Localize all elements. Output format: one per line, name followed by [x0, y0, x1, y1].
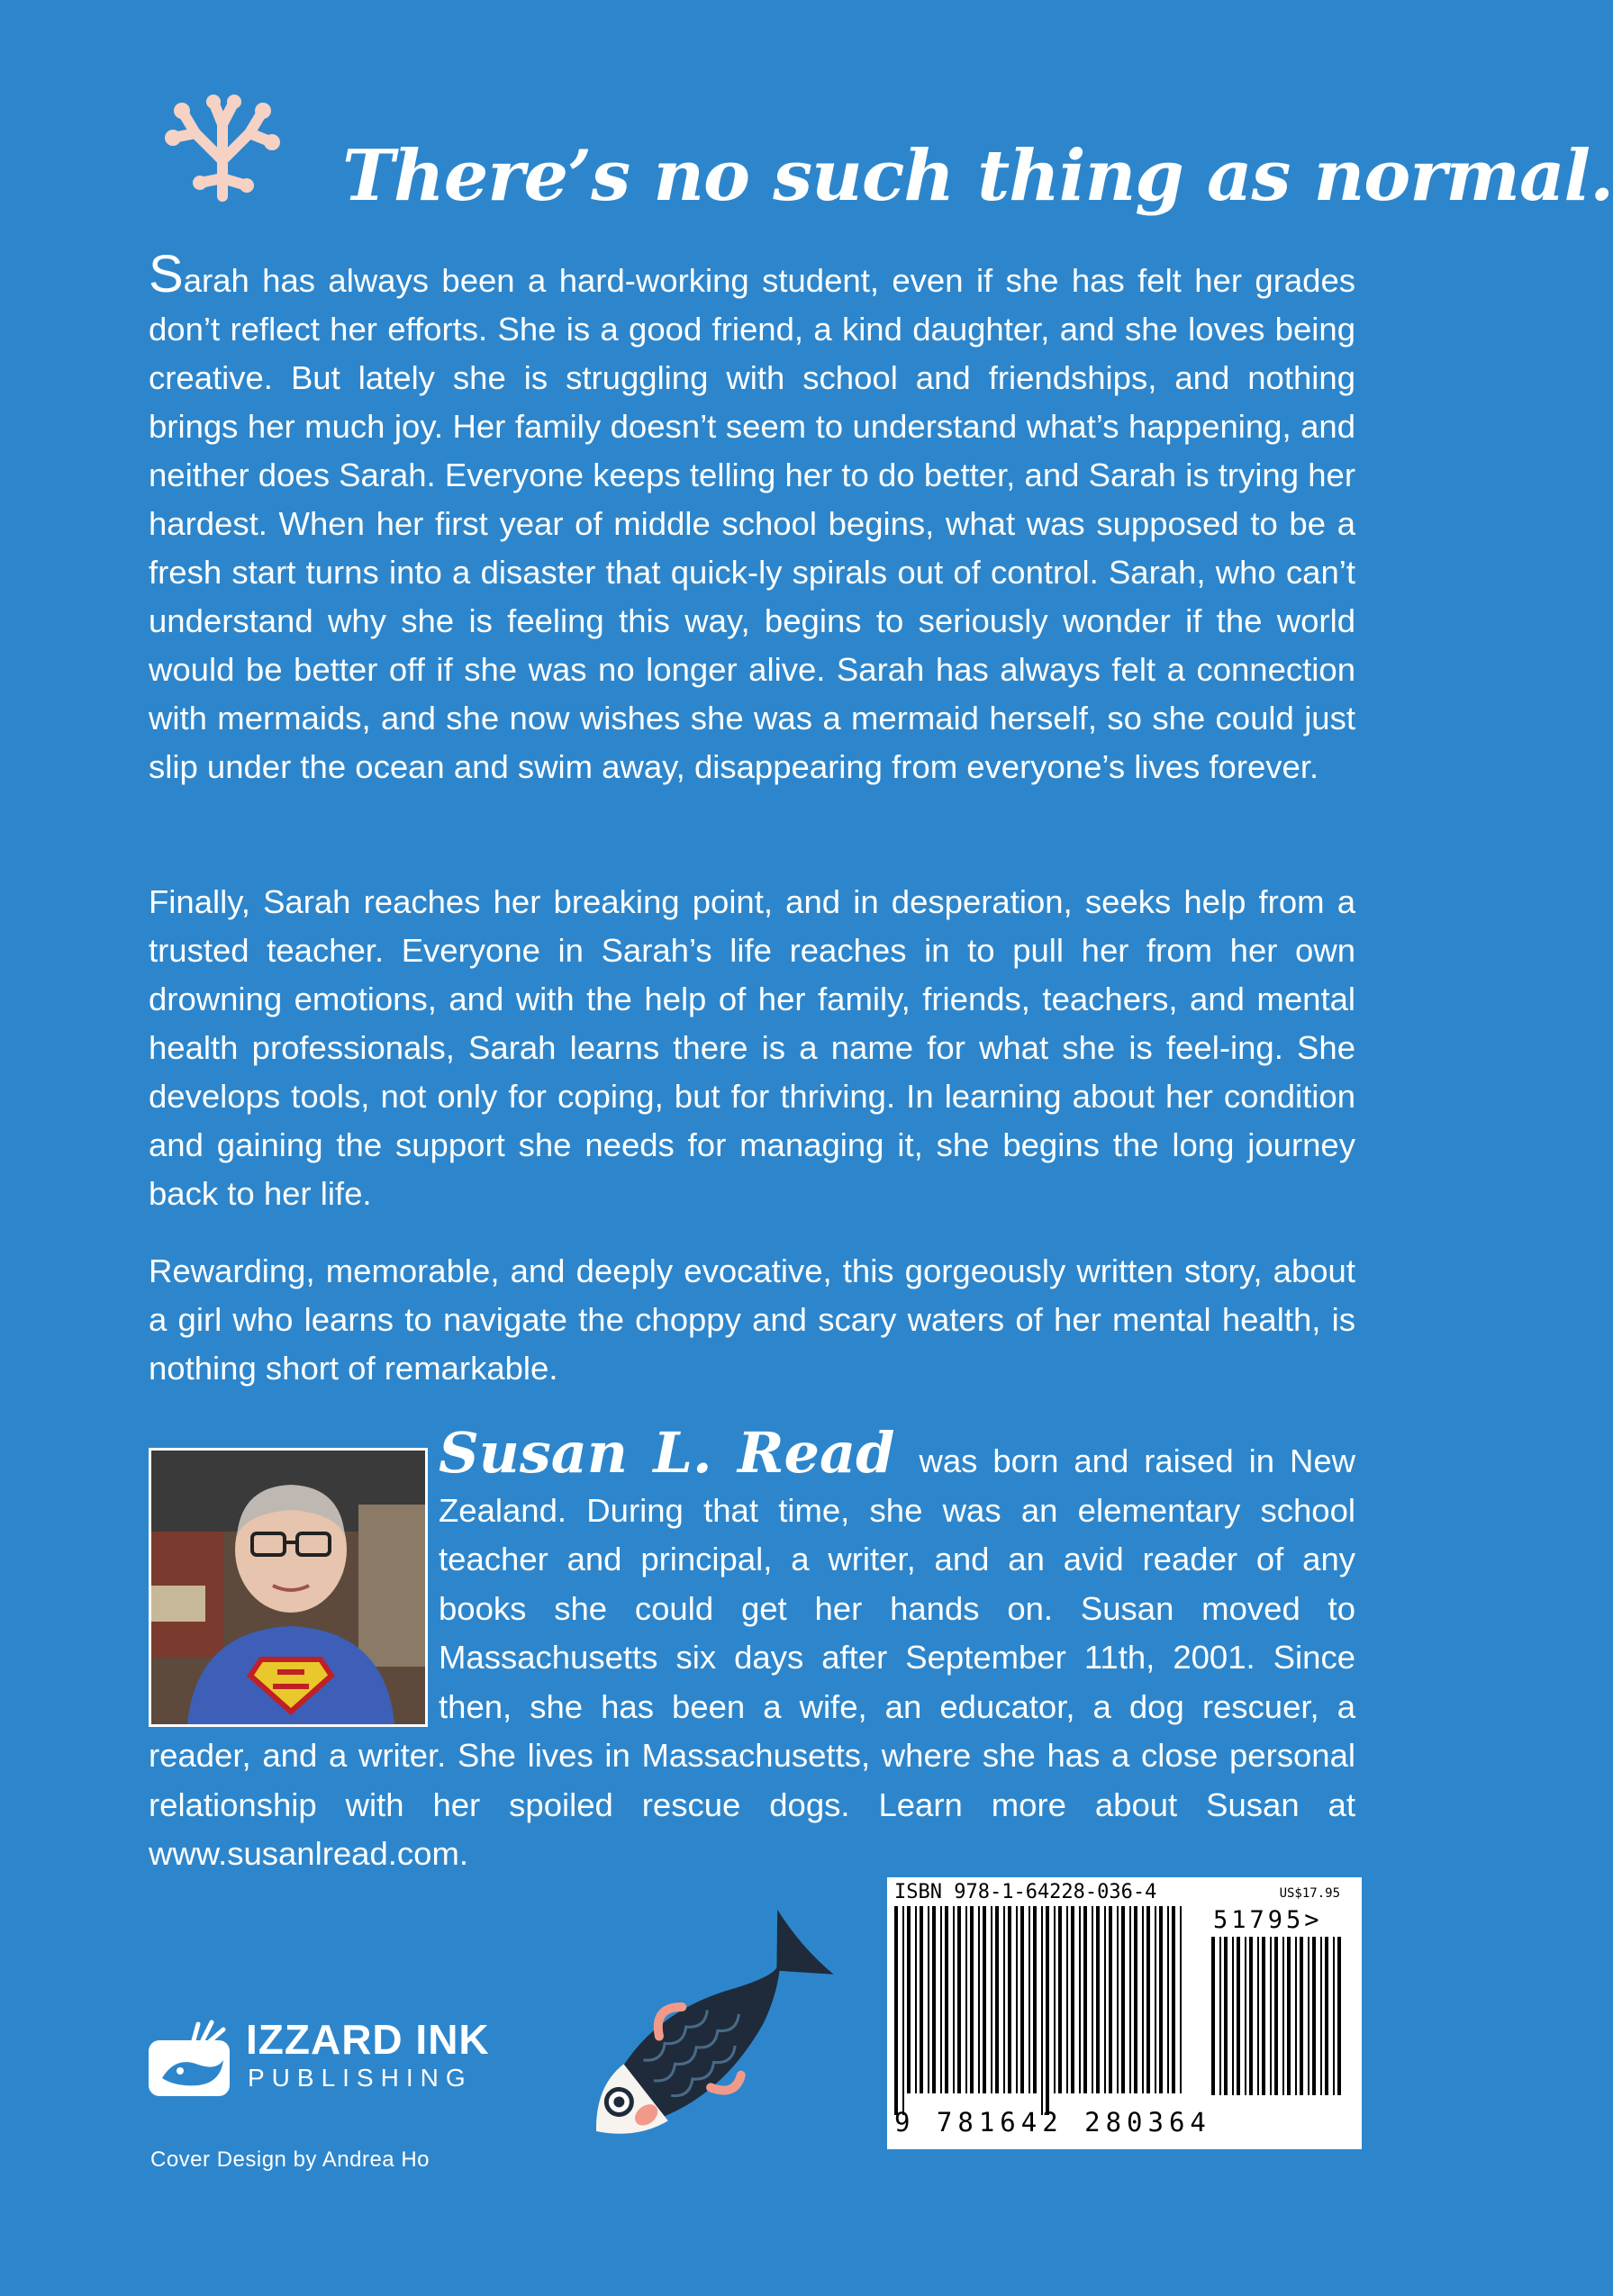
barcode-bar: [1257, 1937, 1259, 2095]
barcode-bar: [1172, 1906, 1175, 2093]
barcode-bar: [1237, 1937, 1240, 2095]
barcode-bar: [1249, 1937, 1253, 2095]
barcode-bar: [1282, 1937, 1284, 2095]
barcode-bar: [894, 1906, 898, 2115]
barcode-bar: [1003, 1906, 1005, 2093]
drop-cap: S: [149, 245, 184, 303]
barcode-bar: [1312, 1937, 1316, 2095]
barcode-bar: [1142, 1906, 1144, 2093]
barcode-bar: [1167, 1906, 1169, 2093]
barcode-bar: [983, 1906, 986, 2093]
isbn-barcode: [887, 1877, 1362, 2149]
author-photo: [149, 1448, 428, 1727]
barcode-bar: [1096, 1906, 1100, 2093]
barcode-bar: [1320, 1937, 1322, 2095]
barcode-bar: [1033, 1906, 1037, 2093]
barcode-bar: [1325, 1937, 1328, 2095]
barcode-bar: [1054, 1906, 1056, 2093]
barcode-bar: [1071, 1906, 1074, 2093]
barcode-bar: [1270, 1937, 1272, 2095]
barcode-bar: [953, 1906, 955, 2093]
author-name: Susan L. Read: [439, 1420, 895, 1486]
isbn-label: ISBN 978-1-64228-036-4: [894, 1881, 1157, 1903]
coral-icon: [155, 88, 290, 205]
fish-icon: [522, 1886, 847, 2183]
addon-digits: 51795>: [1213, 1906, 1323, 1934]
synopsis-paragraph-2: Finally, Sarah reaches her breaking point, and in desperation, seeks help from a trusted teacher. Everyone in Sarah’s life reaches in to pull her from her own drowning emotions, and with the help of her family, friends, teachers, and mental health professionals, Sarah learns there is a name for what she is feel-ing. She develops tools, not only for coping, but for thriving. In learning about her condition and gaining the support she needs for managing it, she begins the long journey back to her life.: [149, 883, 1355, 1212]
publisher-subtitle: PUBLISHING: [248, 2064, 473, 2092]
barcode-bar: [932, 1906, 936, 2093]
barcode-bar: [1300, 1937, 1303, 2095]
ean-digits: 9 781642 280364: [894, 2107, 1211, 2138]
barcode-bar: [1295, 1937, 1297, 2095]
barcode-bar: [1211, 1937, 1215, 2095]
synopsis-paragraph-3: Rewarding, memorable, and deeply evocative, this gorgeously written story, about a girl who learns to navigate the choppy and scary waters of her mental health, is nothing short of remarkable.: [149, 1252, 1355, 1387]
barcode-bar: [1155, 1906, 1156, 2093]
barcode-bar: [1016, 1906, 1018, 2093]
cover-credit: Cover Design by Andrea Ho: [150, 2147, 430, 2172]
barcode-bar: [1159, 1906, 1163, 2093]
author-bio-text: was born and raised in New Zealand. During that time, she was an elementary school teacher and principal, a writer, and an avid reader of any books she could get her hands on. Susan moved to Massachusetts six days after September 11th, 2001. Since then, she has been a wife, an educator, a dog rescuer, a reader, and a writer. She lives in Massachusetts, where she has a close personal relationship with her spoiled rescue dogs. Learn more about Susan at www.susanlread.com.: [149, 1442, 1355, 1872]
price-label: US$17.95: [1279, 1886, 1340, 1901]
barcode-bar: [1308, 1937, 1309, 2095]
barcode-bar: [1146, 1906, 1150, 2093]
barcode-bar: [1134, 1906, 1137, 2093]
barcode-bar: [907, 1906, 911, 2093]
barcode-bar: [1180, 1906, 1182, 2093]
publisher-logo: [144, 2015, 490, 2132]
barcode-bar: [965, 1906, 967, 2093]
barcode-bar: [957, 1906, 961, 2093]
barcode-bar: [915, 1906, 917, 2093]
barcode-bar: [1245, 1937, 1246, 2095]
barcode-bar: [1104, 1906, 1106, 2093]
barcode-bar: [940, 1906, 942, 2093]
barcode-bar: [1041, 1906, 1043, 2115]
barcode-bar: [1008, 1906, 1011, 2093]
barcode-bar: [1262, 1937, 1265, 2095]
barcode-bar: [1066, 1906, 1068, 2093]
barcode-bar: [920, 1906, 923, 2093]
barcode-bar: [991, 1906, 992, 2093]
barcode-bar: [1274, 1937, 1278, 2095]
barcode-bar: [1333, 1937, 1335, 2095]
barcode-bar: [1083, 1906, 1087, 2093]
barcode-bar: [1117, 1906, 1119, 2093]
publisher-name: IZZARD INK: [246, 2016, 490, 2063]
barcode-bar: [1029, 1906, 1030, 2093]
barcode-bar: [902, 1906, 904, 2115]
barcode-bar: [995, 1906, 999, 2093]
barcode-bar: [1020, 1906, 1024, 2093]
barcode-bar: [1232, 1937, 1234, 2095]
barcode-bar: [1092, 1906, 1093, 2093]
synopsis-paragraph-1: [149, 245, 1355, 791]
barcode-bar: [1058, 1906, 1062, 2093]
barcode-bar: [1079, 1906, 1081, 2093]
barcode-bars: [894, 1906, 1187, 2115]
barcode-bar: [1337, 1937, 1341, 2095]
barcode-bar: [1224, 1937, 1228, 2095]
barcode-bar: [1046, 1906, 1049, 2115]
synopsis-paragraph-1-text: arah has always been a hard-working student, even if she has felt her grades don’t reflect her efforts. She is a good friend, a kind daughter, and she loves being creative. But lately she is struggling with school and friendships, and nothing brings her much joy. Her family doesn’t seem to understand what’s happening, and neither does Sarah. Everyone keeps telling her to do better, and Sarah is trying her hardest. When her first year of middle school begins, what was supposed to be a fresh start turns into a disaster that quick-ly spirals out of control. Sarah, who can’t understand why she is feeling this way, begins to seriously wonder if the world would be better off if she was no longer alive. Sarah has always felt a connection with mermaids, and she now wishes she was a mermaid herself, so she could just slip under the ocean and swim away, disappearing from everyone’s lives forever.: [149, 262, 1355, 785]
barcode-addon-bars: [1211, 1937, 1346, 2144]
barcode-bar: [1121, 1906, 1125, 2093]
barcode-bar: [1129, 1906, 1131, 2093]
publisher-whale-icon: [144, 2015, 239, 2105]
barcode-bar: [978, 1906, 980, 2093]
headline: There’s no such thing as normal.: [342, 135, 1613, 217]
barcode-bar: [928, 1906, 929, 2093]
barcode-bar: [1109, 1906, 1112, 2093]
barcode-bar: [1287, 1937, 1291, 2095]
barcode-bar: [945, 1906, 948, 2093]
barcode-bar: [970, 1906, 974, 2093]
barcode-bar: [1219, 1937, 1221, 2095]
